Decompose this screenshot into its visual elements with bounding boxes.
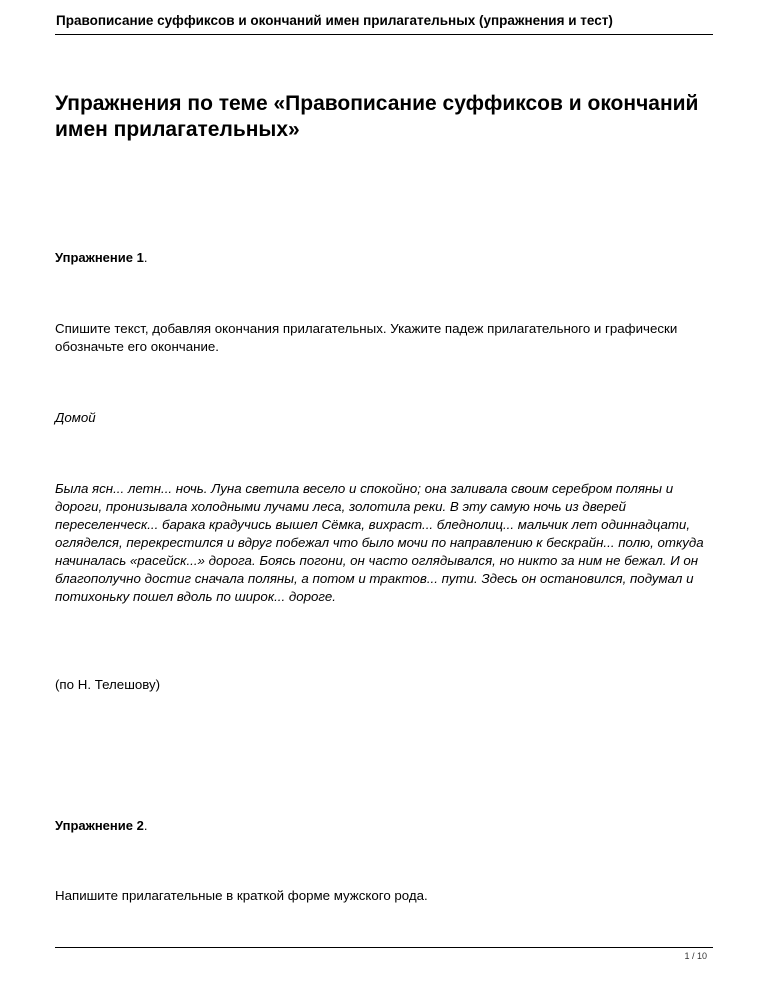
exercise-1-text-title: Домой [55, 410, 96, 425]
exercise-1-text-body: Была ясн... летн... ночь. Луна светила весело и спокойно; она заливала своим серебром поляны и дороги, пронизывала холодными лучами леса, золотила реки. В эту самую ночь из дверей переселенческ... барака крадучись вышел Сёмка, вихраст... бледнолиц... мальчик лет одиннадцати, огляделся, перекрестился и вдруг побежал что было мочи по направлению к бескрайн... полю, откуда начиналась «расейск...» дорога. Боясь погони, он часто оглядывался, но никто за ним не бежал. И он благополучно достиг сначала поляны, а потом и трактов... пути. Здесь он остановился, подумал и потихоньку пошел вдоль по широк... дороге. [55, 481, 704, 604]
page-number: 1 / 10 [684, 951, 707, 961]
exercise-1-instruction: Спишите текст, добавляя окончания прилагательных. Укажите падеж прилагательного и графически обозначьте его окончание. [55, 321, 678, 354]
header-divider [55, 34, 713, 35]
exercise-2-title: Упражнение 2 [55, 818, 144, 833]
exercise-1-heading [55, 250, 147, 266]
footer-divider [55, 947, 713, 948]
exercise-2-instruction: Напишите прилагательные в краткой форме мужского рода. [55, 888, 428, 903]
page-title: Упражнения по теме «Правописание суффиксов и окончаний имен прилагательных» [55, 92, 699, 141]
exercise-1-source: (по Н. Телешову) [55, 677, 161, 692]
exercise-2-heading [55, 818, 147, 834]
document-header-title: Правописание суффиксов и окончаний имен прилагательных (упражнения и тест) [56, 13, 613, 28]
exercise-1-title: Упражнение 1 [55, 250, 144, 265]
exercise-2-title-punct: . [143, 818, 148, 833]
exercise-1-title-punct: . [143, 250, 148, 265]
